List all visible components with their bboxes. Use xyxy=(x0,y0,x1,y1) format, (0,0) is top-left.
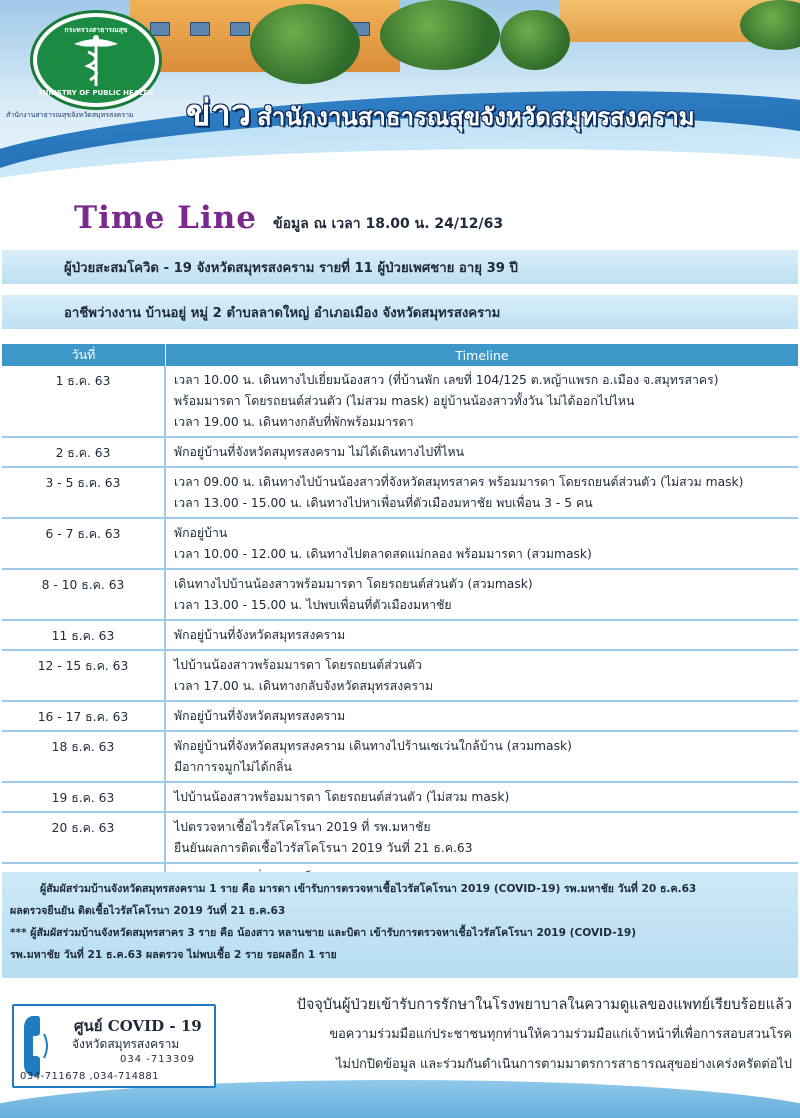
row-date: 18 ธ.ค. 63 xyxy=(2,732,166,781)
row-date: 6 - 7 ธ.ค. 63 xyxy=(2,519,166,568)
row-timeline xyxy=(166,468,798,517)
row-date: 11 ธ.ค. 63 xyxy=(2,621,166,649)
timeline-line: เวลา 19.00 น. เดินทางกลับที่พักพร้อมมารดา xyxy=(174,415,414,429)
row-timeline xyxy=(166,438,798,466)
row-timeline xyxy=(166,783,798,811)
row-date: 12 - 15 ธ.ค. 63 xyxy=(2,651,166,700)
as-of-date: ข้อมูล ณ เวลา 18.00 น. 24/12/63 xyxy=(273,216,504,232)
header-banner xyxy=(0,0,800,188)
hotline-phone2: 034-711678 ,034-714881 xyxy=(20,1071,160,1082)
table-row xyxy=(2,438,798,468)
contacts-p4: รพ.มหาชัย วันที่ 21 ธ.ค.63 ผลตรวจ ไม่พบเชื้อ 2 ราย รอผลอีก 1 ราย xyxy=(10,949,337,961)
row-timeline xyxy=(166,621,798,649)
row-date: 16 - 17 ธ.ค. 63 xyxy=(2,702,166,730)
timeline-line: เดินทางไปบ้านน้องสาวพร้อมมารดา โดยรถยนต์ส่วนตัว (สวมmask) xyxy=(174,577,533,591)
footer-line2: ขอความร่วมมือแก่ประชาชนทุกท่านให้ความร่วมมือแก่เจ้าหน้าที่เพื่อการสอบสวนโรค xyxy=(329,1027,792,1042)
footer-line3: ไม่ปกปิดข้อมูล และร่วมกันดำเนินการตามมาตรการสาธารณสุขอย่างเคร่งครัดต่อไป xyxy=(336,1057,792,1072)
timeline-line: เวลา 13.00 - 15.00 น. เดินทางไปหาเพื่อนที่ตัวเมืองมหาชัย พบเพื่อน 3 - 5 คน xyxy=(174,496,593,510)
timeline-line: พร้อมมารดา โดยรถยนต์ส่วนตัว (ไม่สวม mask) อยู่บ้านน้องสาวทั้งวัน ไม่ได้ออกไปไหน xyxy=(174,394,635,408)
row-date: 1 ธ.ค. 63 xyxy=(2,366,166,436)
contacts-p2: ผลตรวจยืนยัน ติดเชื้อไวรัสโคโรนา 2019 วันที่ 21 ธ.ค.63 xyxy=(10,905,286,917)
table-body xyxy=(2,366,798,894)
case-info-line1: ผู้ป่วยสะสมโควิด - 19 จังหวัดสมุทรสงคราม รายที่ 11 ผู้ป่วยเพศชาย อายุ 39 ปี xyxy=(2,248,798,286)
timeline-line: ยืนยันผลการติดเชื้อไวรัสโคโรนา 2019 วันที่ 21 ธ.ค.63 xyxy=(174,841,473,855)
ministry-logo xyxy=(30,10,162,110)
row-timeline xyxy=(166,570,798,619)
timeline-line: พักอยู่บ้านที่จังหวัดสมุทรสงคราม xyxy=(174,709,346,723)
timeline-line: เวลา 10.00 - 12.00 น. เดินทางไปตลาดสดแม่กลอง พร้อมมารดา (สวมmask) xyxy=(174,547,592,561)
table-row xyxy=(2,468,798,519)
caduceus-icon xyxy=(66,30,126,90)
timeline-line: ไปตรวจหาเชื้อไวรัสโคโรนา 2019 ที่ รพ.มหาชัย xyxy=(174,820,431,834)
row-date: 3 - 5 ธ.ค. 63 xyxy=(2,468,166,517)
timeline-line: ไปบ้านน้องสาวพร้อมมารดา โดยรถยนต์ส่วนตัว (ไม่สวม mask) xyxy=(174,790,510,804)
banner-title xyxy=(186,84,695,141)
row-timeline xyxy=(166,702,798,730)
footer xyxy=(0,980,800,1118)
row-timeline xyxy=(166,651,798,700)
table-header xyxy=(2,344,798,366)
table-row xyxy=(2,366,798,438)
row-timeline xyxy=(166,366,798,436)
row-date: 8 - 10 ธ.ค. 63 xyxy=(2,570,166,619)
contacts-p1: ผู้สัมผัสร่วมบ้านจังหวัดสมุทรสงคราม 1 ราย คือ มารดา เข้ารับการตรวจหาเชื้อไวรัสโคโรนา 2019 (COVID-19) รพ.มหาชัย วันที่ 20 ธ.ค.63 xyxy=(40,883,697,895)
table-row xyxy=(2,813,798,864)
row-timeline xyxy=(166,732,798,781)
logo-subtitle: สำนักงานสาธารณสุขจังหวัดสมุทรสงคราม xyxy=(6,111,134,119)
banner-title-news: ข่าว xyxy=(186,93,252,134)
timeline-line: เวลา 10.00 น. เดินทางไปเยี่ยมน้องสาว (ที่บ้านพัก เลขที่ 104/125 ต.หญ้าแพรก อ.เมือง จ.สมุทรสาคร) xyxy=(174,373,719,387)
timeline-table xyxy=(2,344,798,894)
row-date: 2 ธ.ค. 63 xyxy=(2,438,166,466)
hotline-phone1: 034 -713309 xyxy=(120,1054,196,1065)
timeline-line: พักอยู่บ้าน xyxy=(174,526,228,540)
phone-icon xyxy=(22,1014,52,1078)
banner-title-office: สำนักงานสาธารณสุขจังหวัดสมุทรสงคราม xyxy=(257,103,695,131)
table-row xyxy=(2,651,798,702)
header-date: วันที่ xyxy=(2,344,166,366)
header-timeline: Timeline xyxy=(455,347,509,363)
timeline-line: มีอาการจมูกไม่ได้กลิ่น xyxy=(174,760,292,774)
row-date: 20 ธ.ค. 63 xyxy=(2,813,166,862)
timeline-line: ไปบ้านน้องสาวพร้อมมารดา โดยรถยนต์ส่วนตัว xyxy=(174,658,422,672)
footer-message xyxy=(232,990,792,1080)
table-row xyxy=(2,570,798,621)
row-date: 19 ธ.ค. 63 xyxy=(2,783,166,811)
row-timeline xyxy=(166,813,798,862)
hotline-title: ศูนย์ COVID - 19 xyxy=(74,1017,202,1035)
contacts-p3: *** ผู้สัมผัสร่วมบ้านจังหวัดสมุทรสาคร 3 ราย คือ น้องสาว หลานชาย และบิดา เข้ารับการตรวจหาเชื้อไวรัสโคโรนา 2019 (COVID-19) xyxy=(10,927,637,939)
timeline-label: Time Line xyxy=(74,200,257,236)
timeline-line: พักอยู่บ้านที่จังหวัดสมุทรสงคราม xyxy=(174,628,346,642)
hotline-box xyxy=(12,1004,216,1088)
row-timeline xyxy=(166,519,798,568)
table-row xyxy=(2,702,798,732)
timeline-line: เวลา 13.00 - 15.00 น. ไปพบเพื่อนที่ตัวเมืองมหาชัย xyxy=(174,598,452,612)
table-row xyxy=(2,621,798,651)
hotline-province: จังหวัดสมุทรสงคราม xyxy=(72,1037,180,1051)
table-row xyxy=(2,732,798,783)
contacts-note xyxy=(2,872,798,978)
case-info-line2: อาชีพว่างงาน บ้านอยู่ หมู่ 2 ตำบลลาดใหญ่ อำเภอเมือง จังหวัดสมุทรสงคราม xyxy=(2,293,798,331)
table-row xyxy=(2,783,798,813)
logo-text-bottom: MINISTRY OF PUBLIC HEALTH xyxy=(38,89,154,97)
timeline-line: เวลา 17.00 น. เดินทางกลับจังหวัดสมุทรสงคราม xyxy=(174,679,434,693)
logo-text-top: กระทรวงสาธารณสุข xyxy=(64,26,128,34)
table-row xyxy=(2,519,798,570)
timeline-title xyxy=(74,200,503,236)
timeline-line: พักอยู่บ้านที่จังหวัดสมุทรสงคราม ไม่ได้เดินทางไปที่ไหน xyxy=(174,445,465,459)
timeline-line: พักอยู่บ้านที่จังหวัดสมุทรสงคราม เดินทางไปร้านเซเว่นใกล้บ้าน (สวมmask) xyxy=(174,739,572,753)
timeline-line: เวลา 09.00 น. เดินทางไปบ้านน้องสาวที่จังหวัดสมุทรสาคร พร้อมมารดา โดยรถยนต์ส่วนตัว (ไม่สวม mask) xyxy=(174,475,744,489)
footer-line1: ปัจจุบันผู้ป่วยเข้ารับการรักษาในโรงพยาบาลในความดูแลของแพทย์เรียบร้อยแล้ว xyxy=(296,997,792,1013)
